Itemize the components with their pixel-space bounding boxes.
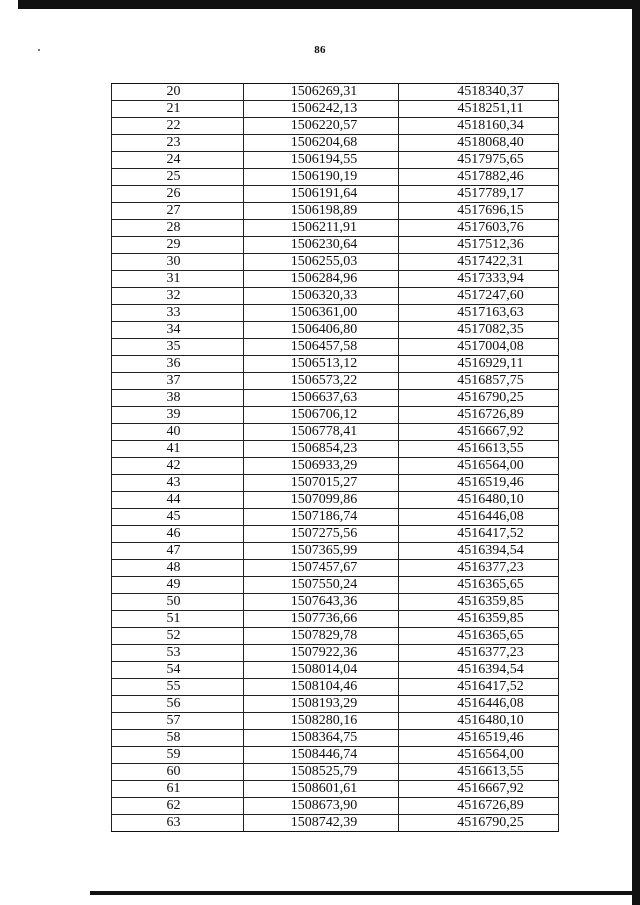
table-row: [112, 577, 559, 594]
page-number: 86: [314, 44, 326, 56]
x-coordinate-cell: 1506230,64: [244, 237, 399, 254]
scan-border-right: [632, 0, 640, 905]
x-coordinate-cell: 1506220,57: [244, 118, 399, 135]
point-number-cell: 35: [112, 339, 244, 356]
x-coordinate-cell: 1506778,41: [244, 424, 399, 441]
point-number-cell: 34: [112, 322, 244, 339]
x-coordinate-cell: 1507275,56: [244, 526, 399, 543]
table-row: [112, 662, 559, 679]
x-coordinate-cell: 1506361,00: [244, 305, 399, 322]
x-coordinate-cell: 1508014,04: [244, 662, 399, 679]
x-coordinate-cell: 1506513,12: [244, 356, 399, 373]
table-row: [112, 764, 559, 781]
table-row: [112, 135, 559, 152]
y-coordinate-cell: 4517603,76: [399, 220, 559, 237]
y-coordinate-cell: 4516480,10: [399, 713, 559, 730]
point-number-cell: 57: [112, 713, 244, 730]
point-number-cell: 25: [112, 169, 244, 186]
scan-border-bottom: [90, 891, 640, 895]
table-row: [112, 560, 559, 577]
point-number-cell: 20: [112, 84, 244, 101]
y-coordinate-cell: 4517247,60: [399, 288, 559, 305]
y-coordinate-cell: 4516929,11: [399, 356, 559, 373]
point-number-cell: 55: [112, 679, 244, 696]
y-coordinate-cell: 4516377,23: [399, 645, 559, 662]
table-row: [112, 237, 559, 254]
x-coordinate-cell: 1508673,90: [244, 798, 399, 815]
y-coordinate-cell: 4517163,63: [399, 305, 559, 322]
scan-border-top: [18, 0, 640, 9]
x-coordinate-cell: 1506269,31: [244, 84, 399, 101]
x-coordinate-cell: 1508193,29: [244, 696, 399, 713]
point-number-cell: 48: [112, 560, 244, 577]
y-coordinate-cell: 4516446,08: [399, 696, 559, 713]
point-number-cell: 23: [112, 135, 244, 152]
table-row: [112, 815, 559, 832]
y-coordinate-cell: 4516394,54: [399, 662, 559, 679]
point-number-cell: 29: [112, 237, 244, 254]
x-coordinate-cell: 1506573,22: [244, 373, 399, 390]
coordinates-table-body: [112, 84, 559, 832]
x-coordinate-cell: 1506457,58: [244, 339, 399, 356]
point-number-cell: 42: [112, 458, 244, 475]
x-coordinate-cell: 1507457,67: [244, 560, 399, 577]
coordinates-table: [111, 83, 559, 832]
x-coordinate-cell: 1506854,23: [244, 441, 399, 458]
y-coordinate-cell: 4516790,25: [399, 390, 559, 407]
y-coordinate-cell: 4517082,35: [399, 322, 559, 339]
table-row: [112, 594, 559, 611]
x-coordinate-cell: 1506284,96: [244, 271, 399, 288]
point-number-cell: 50: [112, 594, 244, 611]
y-coordinate-cell: 4516790,25: [399, 815, 559, 832]
y-coordinate-cell: 4516394,54: [399, 543, 559, 560]
point-number-cell: 58: [112, 730, 244, 747]
x-coordinate-cell: 1508104,46: [244, 679, 399, 696]
x-coordinate-cell: 1506194,55: [244, 152, 399, 169]
point-number-cell: 38: [112, 390, 244, 407]
table-row: [112, 118, 559, 135]
x-coordinate-cell: 1506933,29: [244, 458, 399, 475]
y-coordinate-cell: 4518251,11: [399, 101, 559, 118]
point-number-cell: 53: [112, 645, 244, 662]
point-number-cell: 52: [112, 628, 244, 645]
x-coordinate-cell: 1507186,74: [244, 509, 399, 526]
table-row: [112, 492, 559, 509]
point-number-cell: 27: [112, 203, 244, 220]
point-number-cell: 30: [112, 254, 244, 271]
table-row: [112, 101, 559, 118]
point-number-cell: 37: [112, 373, 244, 390]
y-coordinate-cell: 4516359,85: [399, 611, 559, 628]
y-coordinate-cell: 4516613,55: [399, 764, 559, 781]
table-row: [112, 611, 559, 628]
point-number-cell: 43: [112, 475, 244, 492]
table-row: [112, 84, 559, 101]
point-number-cell: 21: [112, 101, 244, 118]
table-row: [112, 356, 559, 373]
x-coordinate-cell: 1507736,66: [244, 611, 399, 628]
x-coordinate-cell: 1506198,89: [244, 203, 399, 220]
point-number-cell: 24: [112, 152, 244, 169]
y-coordinate-cell: 4518340,37: [399, 84, 559, 101]
x-coordinate-cell: 1506320,33: [244, 288, 399, 305]
table-row: [112, 628, 559, 645]
point-number-cell: 39: [112, 407, 244, 424]
y-coordinate-cell: 4516564,00: [399, 458, 559, 475]
y-coordinate-cell: 4516417,52: [399, 679, 559, 696]
table-row: [112, 458, 559, 475]
table-row: [112, 339, 559, 356]
table-row: [112, 203, 559, 220]
x-coordinate-cell: 1508742,39: [244, 815, 399, 832]
table-row: [112, 186, 559, 203]
y-coordinate-cell: 4516857,75: [399, 373, 559, 390]
x-coordinate-cell: 1507015,27: [244, 475, 399, 492]
point-number-cell: 33: [112, 305, 244, 322]
y-coordinate-cell: 4516519,46: [399, 475, 559, 492]
table-row: [112, 271, 559, 288]
x-coordinate-cell: 1506191,64: [244, 186, 399, 203]
x-coordinate-cell: 1508364,75: [244, 730, 399, 747]
x-coordinate-cell: 1507922,36: [244, 645, 399, 662]
x-coordinate-cell: 1506637,63: [244, 390, 399, 407]
y-coordinate-cell: 4517004,08: [399, 339, 559, 356]
point-number-cell: 59: [112, 747, 244, 764]
table-row: [112, 781, 559, 798]
point-number-cell: 26: [112, 186, 244, 203]
x-coordinate-cell: 1507643,36: [244, 594, 399, 611]
y-coordinate-cell: 4516365,65: [399, 577, 559, 594]
point-number-cell: 31: [112, 271, 244, 288]
table-row: [112, 305, 559, 322]
y-coordinate-cell: 4516480,10: [399, 492, 559, 509]
point-number-cell: 47: [112, 543, 244, 560]
table-row: [112, 713, 559, 730]
point-number-cell: 60: [112, 764, 244, 781]
point-number-cell: 22: [112, 118, 244, 135]
x-coordinate-cell: 1507099,86: [244, 492, 399, 509]
table-row: [112, 169, 559, 186]
x-coordinate-cell: 1506242,13: [244, 101, 399, 118]
x-coordinate-cell: 1508446,74: [244, 747, 399, 764]
y-coordinate-cell: 4516564,00: [399, 747, 559, 764]
point-number-cell: 51: [112, 611, 244, 628]
y-coordinate-cell: 4517789,17: [399, 186, 559, 203]
x-coordinate-cell: 1506406,80: [244, 322, 399, 339]
y-coordinate-cell: 4516519,46: [399, 730, 559, 747]
y-coordinate-cell: 4516417,52: [399, 526, 559, 543]
table-row: [112, 152, 559, 169]
y-coordinate-cell: 4517422,31: [399, 254, 559, 271]
y-coordinate-cell: 4517975,65: [399, 152, 559, 169]
y-coordinate-cell: 4517696,15: [399, 203, 559, 220]
x-coordinate-cell: 1508601,61: [244, 781, 399, 798]
table-row: [112, 645, 559, 662]
point-number-cell: 44: [112, 492, 244, 509]
y-coordinate-cell: 4516613,55: [399, 441, 559, 458]
table-row: [112, 424, 559, 441]
y-coordinate-cell: 4518160,34: [399, 118, 559, 135]
y-coordinate-cell: 4516377,23: [399, 560, 559, 577]
table-row: [112, 526, 559, 543]
y-coordinate-cell: 4518068,40: [399, 135, 559, 152]
y-coordinate-cell: 4516726,89: [399, 798, 559, 815]
point-number-cell: 41: [112, 441, 244, 458]
point-number-cell: 62: [112, 798, 244, 815]
table-row: [112, 679, 559, 696]
table-row: [112, 696, 559, 713]
y-coordinate-cell: 4516365,65: [399, 628, 559, 645]
x-coordinate-cell: 1507550,24: [244, 577, 399, 594]
y-coordinate-cell: 4516359,85: [399, 594, 559, 611]
point-number-cell: 63: [112, 815, 244, 832]
point-number-cell: 56: [112, 696, 244, 713]
table-row: [112, 509, 559, 526]
y-coordinate-cell: 4516667,92: [399, 781, 559, 798]
point-number-cell: 32: [112, 288, 244, 305]
x-coordinate-cell: 1507365,99: [244, 543, 399, 560]
point-number-cell: 28: [112, 220, 244, 237]
table-row: [112, 798, 559, 815]
point-number-cell: 49: [112, 577, 244, 594]
point-number-cell: 45: [112, 509, 244, 526]
x-coordinate-cell: 1508525,79: [244, 764, 399, 781]
y-coordinate-cell: 4517333,94: [399, 271, 559, 288]
table-row: [112, 288, 559, 305]
y-coordinate-cell: 4516446,08: [399, 509, 559, 526]
table-row: [112, 543, 559, 560]
x-coordinate-cell: 1507829,78: [244, 628, 399, 645]
point-number-cell: 54: [112, 662, 244, 679]
table-row: [112, 475, 559, 492]
table-row: [112, 390, 559, 407]
y-coordinate-cell: 4516726,89: [399, 407, 559, 424]
table-row: [112, 747, 559, 764]
x-coordinate-cell: 1508280,16: [244, 713, 399, 730]
y-coordinate-cell: 4517512,36: [399, 237, 559, 254]
y-coordinate-cell: 4516667,92: [399, 424, 559, 441]
point-number-cell: 36: [112, 356, 244, 373]
table-row: [112, 322, 559, 339]
table-row: [112, 254, 559, 271]
table-row: [112, 373, 559, 390]
x-coordinate-cell: 1506706,12: [244, 407, 399, 424]
point-number-cell: 61: [112, 781, 244, 798]
point-number-cell: 46: [112, 526, 244, 543]
table-row: [112, 407, 559, 424]
table-row: [112, 220, 559, 237]
y-coordinate-cell: 4517882,46: [399, 169, 559, 186]
point-number-cell: 40: [112, 424, 244, 441]
table-row: [112, 730, 559, 747]
table-row: [112, 441, 559, 458]
x-coordinate-cell: 1506255,03: [244, 254, 399, 271]
x-coordinate-cell: 1506204,68: [244, 135, 399, 152]
x-coordinate-cell: 1506211,91: [244, 220, 399, 237]
x-coordinate-cell: 1506190,19: [244, 169, 399, 186]
